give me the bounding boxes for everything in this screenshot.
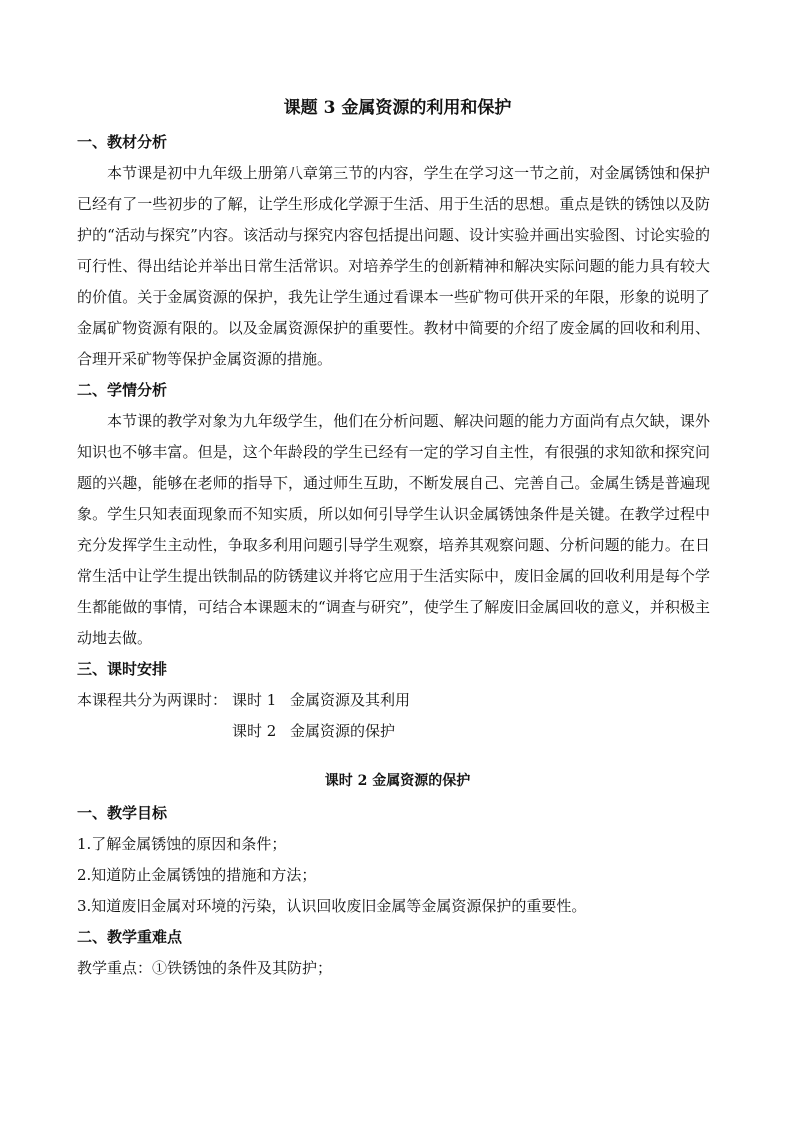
section-heading-teaching-goals: 一、教学目标 (77, 804, 168, 822)
lesson-title: 课时 2 金属资源的保护 (324, 773, 471, 789)
goal-item-2: 2.知道防止金属锈蚀的措施和方法； (77, 866, 317, 884)
section-heading-key-points: 二、教学重难点 (77, 928, 183, 946)
document-title: 课题 3 金属资源的利用和保护 (283, 98, 512, 118)
section-heading-student-analysis: 二、学情分析 (77, 381, 168, 399)
schedule-lesson-topic: 金属资源的保护 (290, 722, 396, 740)
schedule-intro: 本课程共分为两课时： (77, 691, 228, 709)
goal-item-3: 3.知道废旧金属对环境的污染，认识回收废旧金属等金属资源保护的重要性。 (77, 897, 587, 915)
goal-item-1: 1.了解金属锈蚀的原因和条件； (77, 835, 287, 853)
paragraph-student-analysis: 本节课的教学对象为九年级学生，他们在分析问题、解决问题的能力方面尚有点欠缺，课外知识也不够丰富。但是，这个年龄段的学生已经有一定的学习自主性，有很强的求知欲和探究问题的兴趣，能够在老师的指导下，通过师生互助，不断发展自己、完善自己。金属生锈是普遍现象。学生只知表面现象而不知实质，所以如何引导学生认识金属锈蚀条件是关键。在教学过程中充分发挥学生主动性，争取多利用问题引导学生观察，培养其观察问题、分析问题的能力。在日常生活中让学生提出铁制品的防锈建议并将它应用于生活实际中，废旧金属的回收利用是每个学生都能做的事情，可结合本课题末的“调查与研究”，使学生了解废旧金属回收的意义，并积极主动地去做。 (77, 412, 710, 647)
schedule-row-1 (77, 685, 710, 716)
section-heading-textbook-analysis: 一、教材分析 (77, 133, 168, 151)
schedule-lesson-label: 课时 2 (232, 722, 277, 740)
schedule-indent-spacer (77, 716, 232, 747)
schedule-row-2 (77, 716, 710, 747)
section-heading-schedule: 三、课时安排 (77, 660, 168, 678)
schedule-lesson-topic: 金属资源及其利用 (290, 691, 411, 709)
key-point-line: 教学重点：①铁锈蚀的条件及其防护； (77, 959, 333, 977)
paragraph-textbook-analysis: 本节课是初中九年级上册第八章第三节的内容，学生在学习这一节之前，对金属锈蚀和保护已经有了一些初步的了解，让学生形成化学源于生活、用于生活的思想。重点是铁的锈蚀以及防护的“活动与探究”内容。该活动与探究内容包括提出问题、设计实验并画出实验图、讨论实验的可行性、得出结论并举出日常生活常识。对培养学生的创新精神和解决实际问题的能力具有较大的价值。关于金属资源的保护，我先让学生通过看课本一些矿物可供开采的年限，形象的说明了金属矿物资源有限的。以及金属资源保护的重要性。教材中简要的介绍了废金属的回收和利用、合理开采矿物等保护金属资源的措施。 (77, 164, 710, 368)
schedule-lesson-label: 课时 1 (232, 691, 277, 709)
